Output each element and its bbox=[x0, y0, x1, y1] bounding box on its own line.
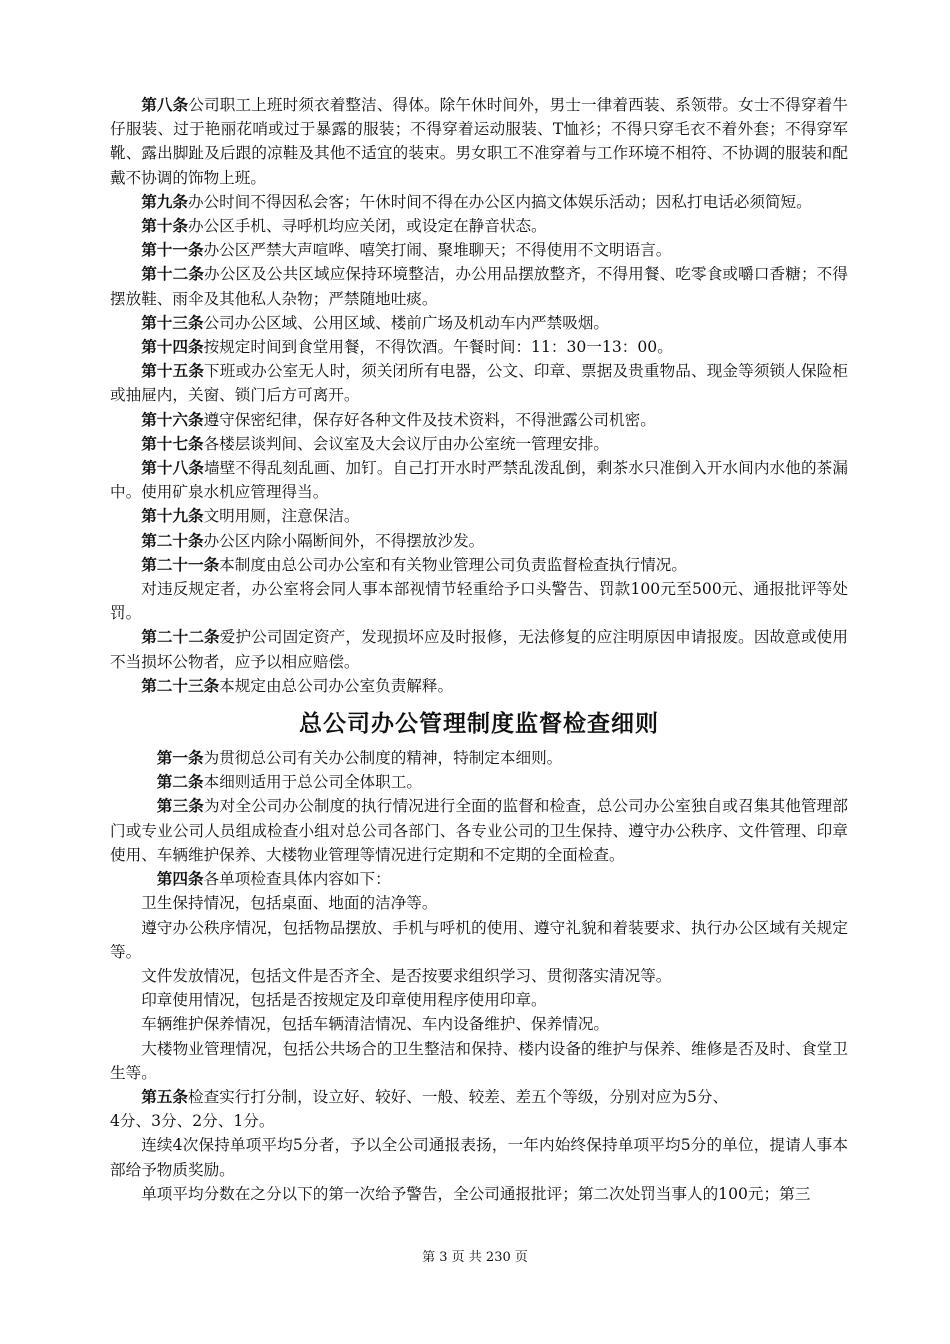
article-text: 各楼层谈判间、会议室及大会议厅由办公室统一管理安排。 bbox=[203, 434, 610, 453]
article-text: 单项平均分数在之分以下的第一次给予警告，全公司通报批评；第二次处罚当事人的100元；第三 bbox=[141, 1184, 811, 1203]
article-text: 办公区严禁大声喧哗、嘻笑打闹、聚堆聊天；不得使用不文明语言。 bbox=[203, 241, 672, 260]
article-paragraph bbox=[110, 916, 848, 964]
article-text: 印章使用情况，包括是否按规定及印章使用程序使用印章。 bbox=[141, 991, 547, 1010]
article-text: 4分、3分、2分、1分。 bbox=[110, 1112, 275, 1131]
article-label: 第二十三条 bbox=[141, 675, 220, 695]
article-text: 各单项检查具体内容如下： bbox=[203, 870, 391, 889]
article-text: 为贯彻总公司有关办公制度的精神，特制定本细则。 bbox=[203, 749, 563, 768]
article-paragraph bbox=[110, 190, 848, 214]
article-paragraph bbox=[110, 359, 848, 407]
article-paragraph bbox=[110, 1133, 848, 1181]
article-label: 第十条 bbox=[141, 216, 188, 236]
article-text: 办公区内除小隔断间外，不得摆放沙发。 bbox=[203, 531, 485, 550]
article-paragraph bbox=[110, 577, 848, 625]
article-text: 爱护公司固定资产，发现损坏应及时报修，无法修复的应注明原因申请报废。因故意或使用不当损坏公物者，应予以相应赔偿。 bbox=[110, 628, 848, 671]
article-label: 第二十条 bbox=[141, 530, 204, 550]
article-paragraph bbox=[110, 214, 848, 238]
article-label: 第十一条 bbox=[141, 240, 204, 260]
article-label: 第四条 bbox=[156, 869, 204, 889]
article-paragraph bbox=[110, 553, 848, 577]
article-label: 第三条 bbox=[156, 796, 204, 816]
article-text: 车辆维护保养情况，包括车辆清洁情况、车内设备维护、保养情况。 bbox=[141, 1015, 610, 1034]
article-text: 公司职工上班时须衣着整洁、得体。除午休时间外，男士一律着西装、系领带。女士不得穿着牛仔服装、过于艳丽花哨或过于暴露的服装；不得穿着运动服装、T恤衫；不得只穿毛衣不着外套；不得穿军靴、露出脚趾及后跟的凉鞋及其他不适宜的装束。男女职工不准穿着与工作环境不相符、不协调的服装和配戴不协调的饰物上班。 bbox=[110, 96, 848, 187]
article-label: 第五条 bbox=[141, 1086, 188, 1106]
article-label: 第二条 bbox=[156, 772, 204, 792]
article-text: 按规定时间到食堂用餐，不得饮酒。午餐时间：11：30一13：00。 bbox=[203, 338, 673, 357]
article-label: 第十二条 bbox=[141, 264, 205, 284]
article-text: 检查实行打分制，设立好、较好、一般、较差、差五个等级，分别对应为5分、 bbox=[187, 1087, 729, 1106]
article-paragraph bbox=[110, 674, 848, 698]
article-text: 大楼物业管理情况，包括公共场合的卫生整洁和保持、楼内设备的维护与保养、维修是否及时、食堂卫生等。 bbox=[110, 1039, 848, 1082]
article-text: 墙壁不得乱刻乱画、加钉。自己打开水时严禁乱泼乱倒，剩茶水只准倒入开水间内水他的茶漏中。使用矿泉水机应管理得当。 bbox=[110, 459, 848, 502]
article-text: 本制度由总公司办公室和有关物业管理公司负责监督检查执行情况。 bbox=[219, 555, 687, 574]
article-paragraph bbox=[110, 311, 848, 335]
article-paragraph bbox=[110, 794, 848, 867]
article-paragraph bbox=[110, 964, 848, 988]
article-text: 遵守保密纪律，保存好各种文件及技术资料，不得泄露公司机密。 bbox=[203, 410, 656, 429]
article-paragraph bbox=[110, 1037, 848, 1085]
article-paragraph bbox=[110, 891, 848, 915]
article-paragraph bbox=[110, 504, 848, 528]
articles-section-a bbox=[110, 93, 848, 698]
article-text: 文明用厕，注意保洁。 bbox=[203, 507, 360, 526]
article-text: 办公区手机、寻呼机均应关闭，或设定在静音状态。 bbox=[187, 217, 547, 236]
article-label: 第十四条 bbox=[141, 337, 204, 357]
article-label: 第一条 bbox=[156, 748, 204, 768]
articles-section-b bbox=[110, 746, 848, 1206]
section-title: 总公司办公管理制度监督检查细则 bbox=[299, 711, 659, 738]
article-paragraph bbox=[110, 1182, 848, 1206]
article-label: 第十五条 bbox=[141, 361, 205, 381]
article-label: 第十九条 bbox=[141, 506, 204, 526]
article-text: 卫生保持情况，包括桌面、地面的洁净等。 bbox=[141, 894, 438, 913]
page-footer: 第 3 页 共 230 页 bbox=[422, 1250, 528, 1265]
article-text: 遵守办公秩序情况，包括物品摆放、手机与呼机的使用、遵守礼貌和着装要求、执行办公区域有关规定等。 bbox=[110, 918, 848, 961]
article-paragraph bbox=[110, 867, 848, 891]
article-label: 第十七条 bbox=[141, 433, 204, 453]
article-label: 第十八条 bbox=[141, 458, 205, 478]
article-paragraph bbox=[110, 1012, 848, 1036]
article-text: 本细则适用于总公司全体职工。 bbox=[203, 773, 422, 792]
article-paragraph bbox=[110, 335, 848, 359]
article-paragraph bbox=[110, 746, 848, 770]
article-paragraph bbox=[110, 408, 848, 432]
article-text: 连续4次保持单项平均5分者，予以全公司通报表扬，一年内始终保持单项平均5分的单位，提请人事本部给予物质奖励。 bbox=[110, 1136, 848, 1179]
article-paragraph bbox=[110, 770, 848, 794]
article-paragraph bbox=[110, 238, 848, 262]
article-label: 第八条 bbox=[141, 95, 189, 114]
article-text: 文件发放情况，包括文件是否齐全、是否按要求组织学习、贯彻落实清况等。 bbox=[141, 966, 672, 985]
article-paragraph bbox=[110, 625, 848, 673]
article-paragraph bbox=[110, 432, 848, 456]
article-paragraph bbox=[110, 262, 848, 310]
article-paragraph bbox=[110, 529, 848, 553]
article-text: 为对全公司办公制度的执行情况进行全面的监督和检查，总公司办公室独自或召集其他管理部门或专业公司人员组成检查小组对总公司各部门、各专业公司的卫生保持、遵守办公秩序、文件管理、印章使用、车辆维护保养、大楼物业管理等情况进行定期和不定期的全面检查。 bbox=[110, 797, 848, 864]
article-paragraph bbox=[110, 456, 848, 504]
article-text: 办公区及公共区域应保持环境整洁，办公用品摆放整齐，不得用餐、吃零食或嚼口香糖；不得摆放鞋、雨伞及其他私人杂物；严禁随地吐痰。 bbox=[110, 265, 848, 308]
article-text: 办公时间不得因私会客；午休时间不得在办公区内搞文体娱乐活动；因私打电话必须简短。 bbox=[187, 192, 812, 211]
document-page bbox=[110, 93, 848, 1206]
article-text: 对违反规定者，办公室将会同人事本部视情节轻重给予口头警告、罚款100元至500元、通报批评等处罚。 bbox=[110, 580, 848, 623]
article-label: 第十六条 bbox=[141, 409, 204, 429]
article-paragraph bbox=[110, 988, 848, 1012]
article-label: 第九条 bbox=[141, 191, 188, 211]
article-label: 第二十二条 bbox=[141, 627, 220, 647]
article-label: 第十三条 bbox=[141, 312, 204, 332]
article-label: 第二十一条 bbox=[141, 554, 220, 574]
article-text: 公司办公区域、公用区域、楼前广场及机动车内严禁吸烟。 bbox=[203, 313, 610, 332]
article-paragraph bbox=[110, 1085, 848, 1109]
article-paragraph bbox=[110, 1109, 848, 1133]
article-paragraph bbox=[110, 93, 848, 190]
article-text: 本规定由总公司办公室负责解释。 bbox=[219, 676, 454, 695]
article-text: 下班或办公室无人时，须关闭所有电器，公文、印章、票据及贵重物品、现金等须锁人保险柜或抽屉内，关窗、锁门后方可离开。 bbox=[110, 362, 848, 405]
